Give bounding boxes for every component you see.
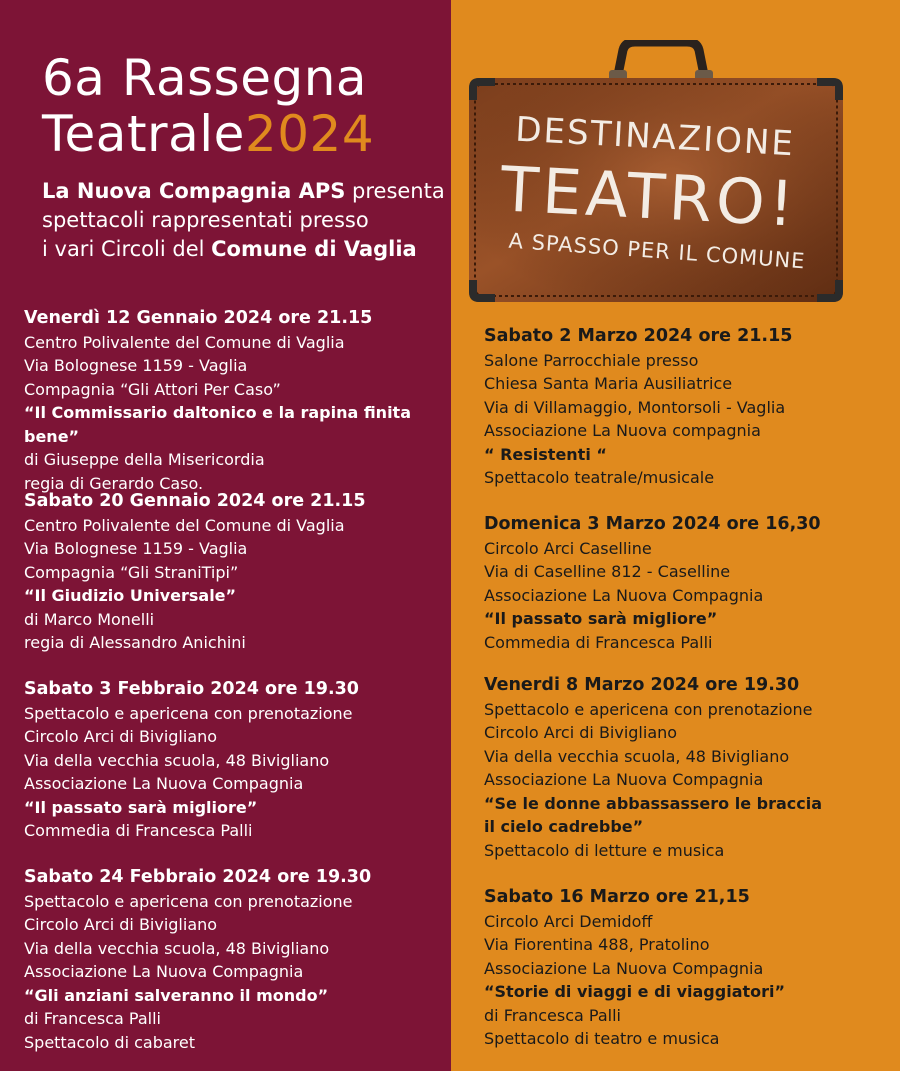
event-line: Associazione La Nuova compagnia <box>484 421 761 440</box>
event-right-2 <box>484 513 821 654</box>
event-line: Circolo Arci di Bivigliano <box>24 727 218 746</box>
event-left-2 <box>24 490 366 655</box>
event-line: Associazione La Nuova Compagnia <box>484 585 764 605</box>
event-line: di Francesca Palli <box>24 1009 161 1028</box>
event-line: Via della vecchia scuola, 48 Bivigliano <box>484 746 790 766</box>
intro-line-3a: i vari Circoli del <box>42 237 212 261</box>
event-date: Sabato 20 Gennaio 2024 ore 21.15 <box>24 491 366 511</box>
event-line: Via Bolognese 1159 - Vaglia <box>24 356 248 375</box>
event-date: Domenica 3 Marzo 2024 ore 16,30 <box>484 514 821 534</box>
intro-line-1 <box>42 177 445 206</box>
event-line: Spettacolo e apericena con prenotazione <box>24 703 353 723</box>
event-left-1 <box>24 307 451 495</box>
event-left-4 <box>24 866 371 1054</box>
logo-line-3: A SPASSO PER IL COMUNE <box>507 228 807 274</box>
event-right-3 <box>484 674 822 862</box>
right-panel <box>451 0 900 1071</box>
event-line: di Giuseppe della Misericordia <box>24 450 265 469</box>
intro-org: La Nuova Compagnia APS <box>42 179 346 203</box>
event-line: Circolo Arci di Bivigliano <box>484 723 678 742</box>
event-line: Associazione La Nuova Compagnia <box>484 770 764 789</box>
intro-comune: Comune di Vaglia <box>211 237 417 261</box>
logo-line-2: TEATRO! <box>498 152 800 241</box>
event-line: regia di Alessandro Anichini <box>24 633 246 652</box>
event-line: di Marco Monelli <box>24 609 155 629</box>
event-line: Circolo Arci Demidoff <box>484 911 653 931</box>
event-line: Spettacolo teatrale/musicale <box>484 468 715 487</box>
event-line: di Francesca Palli <box>484 1005 621 1025</box>
title-teatrale: Teatrale <box>42 105 245 163</box>
event-show-title: “Il passato sarà migliore” <box>484 609 718 628</box>
intro-line-2: spettacoli rappresentati presso <box>42 208 369 232</box>
event-date: Venerdi 8 Marzo 2024 ore 19.30 <box>484 675 800 695</box>
intro-line-3 <box>42 235 445 264</box>
event-left-3 <box>24 678 359 843</box>
event-date: Sabato 3 Febbraio 2024 ore 19.30 <box>24 679 359 699</box>
intro-presenta: presenta <box>345 179 445 203</box>
event-line: Via della vecchia scuola, 48 Bivigliano <box>24 938 330 958</box>
event-show-title: “Storie di viaggi e di viaggiatori” <box>484 982 786 1001</box>
festival-title <box>42 50 374 162</box>
event-line: Associazione La Nuova Compagnia <box>24 774 304 793</box>
event-line: Spettacolo di cabaret <box>24 1032 196 1052</box>
event-line: Compagnia “Gli Attori Per Caso” <box>24 379 281 399</box>
title-line-1: 6a Rassegna <box>42 49 368 107</box>
intro-text <box>42 177 445 264</box>
handle-shape <box>617 42 705 80</box>
title-year: 2024 <box>244 105 375 163</box>
event-line: Spettacolo e apericena con prenotazione <box>484 699 813 719</box>
event-line: Centro Polivalente del Comune di Vaglia <box>24 332 345 352</box>
event-line: Spettacolo di teatro e musica <box>484 1029 720 1048</box>
event-line: Compagnia “Gli StraniTipi” <box>24 562 239 582</box>
event-right-1 <box>484 325 792 490</box>
event-line: Circolo Arci di Bivigliano <box>24 915 218 934</box>
event-line: Spettacolo e apericena con prenotazione <box>24 891 353 911</box>
event-show-title-cont: il cielo cadrebbe” <box>484 817 644 836</box>
event-line: regia di Gerardo Caso. <box>24 473 204 493</box>
event-line: Commedia di Francesca Palli <box>484 632 713 652</box>
title-line-2 <box>42 106 374 162</box>
event-line: Circolo Arci Caselline <box>484 538 652 558</box>
event-line: Chiesa Santa Maria Ausiliatrice <box>484 374 733 393</box>
event-date: Sabato 24 Febbraio 2024 ore 19.30 <box>24 867 372 887</box>
event-date: Venerdì 12 Gennaio 2024 ore 21.15 <box>24 308 373 328</box>
suitcase-logo <box>465 40 848 305</box>
event-line: Commedia di Francesca Palli <box>24 821 253 840</box>
event-show-title: “ Resistenti “ <box>484 444 607 464</box>
event-show-title: “Gli anziani salveranno il mondo” <box>24 985 329 1005</box>
event-line: Associazione La Nuova Compagnia <box>484 958 764 978</box>
event-show-title: “Il passato sarà migliore” <box>24 797 258 817</box>
event-line: Via Fiorentina 488, Pratolino <box>484 935 710 954</box>
event-date: Sabato 2 Marzo 2024 ore 21.15 <box>484 326 793 346</box>
event-line: Salone Parrocchiale presso <box>484 350 699 370</box>
event-right-4 <box>484 886 785 1051</box>
event-show-title: “Il Giudizio Universale” <box>24 586 237 605</box>
logo-line-1: DESTINAZIONE <box>514 109 796 165</box>
event-line: Centro Polivalente del Comune di Vaglia <box>24 515 345 535</box>
event-line: Via Bolognese 1159 - Vaglia <box>24 539 248 558</box>
event-date: Sabato 16 Marzo ore 21,15 <box>484 887 750 907</box>
event-line: Spettacolo di letture e musica <box>484 840 725 860</box>
event-line: Via di Caselline 812 - Caselline <box>484 562 731 581</box>
event-line: Via di Villamaggio, Montorsoli - Vaglia <box>484 397 786 417</box>
event-show-title: “Il Commissario daltonico e la rapina finita bene” <box>24 403 411 446</box>
event-line: Associazione La Nuova Compagnia <box>24 962 304 981</box>
event-line: Via della vecchia scuola, 48 Bivigliano <box>24 750 330 770</box>
event-show-title: “Se le donne abbassassero le braccia <box>484 793 823 813</box>
